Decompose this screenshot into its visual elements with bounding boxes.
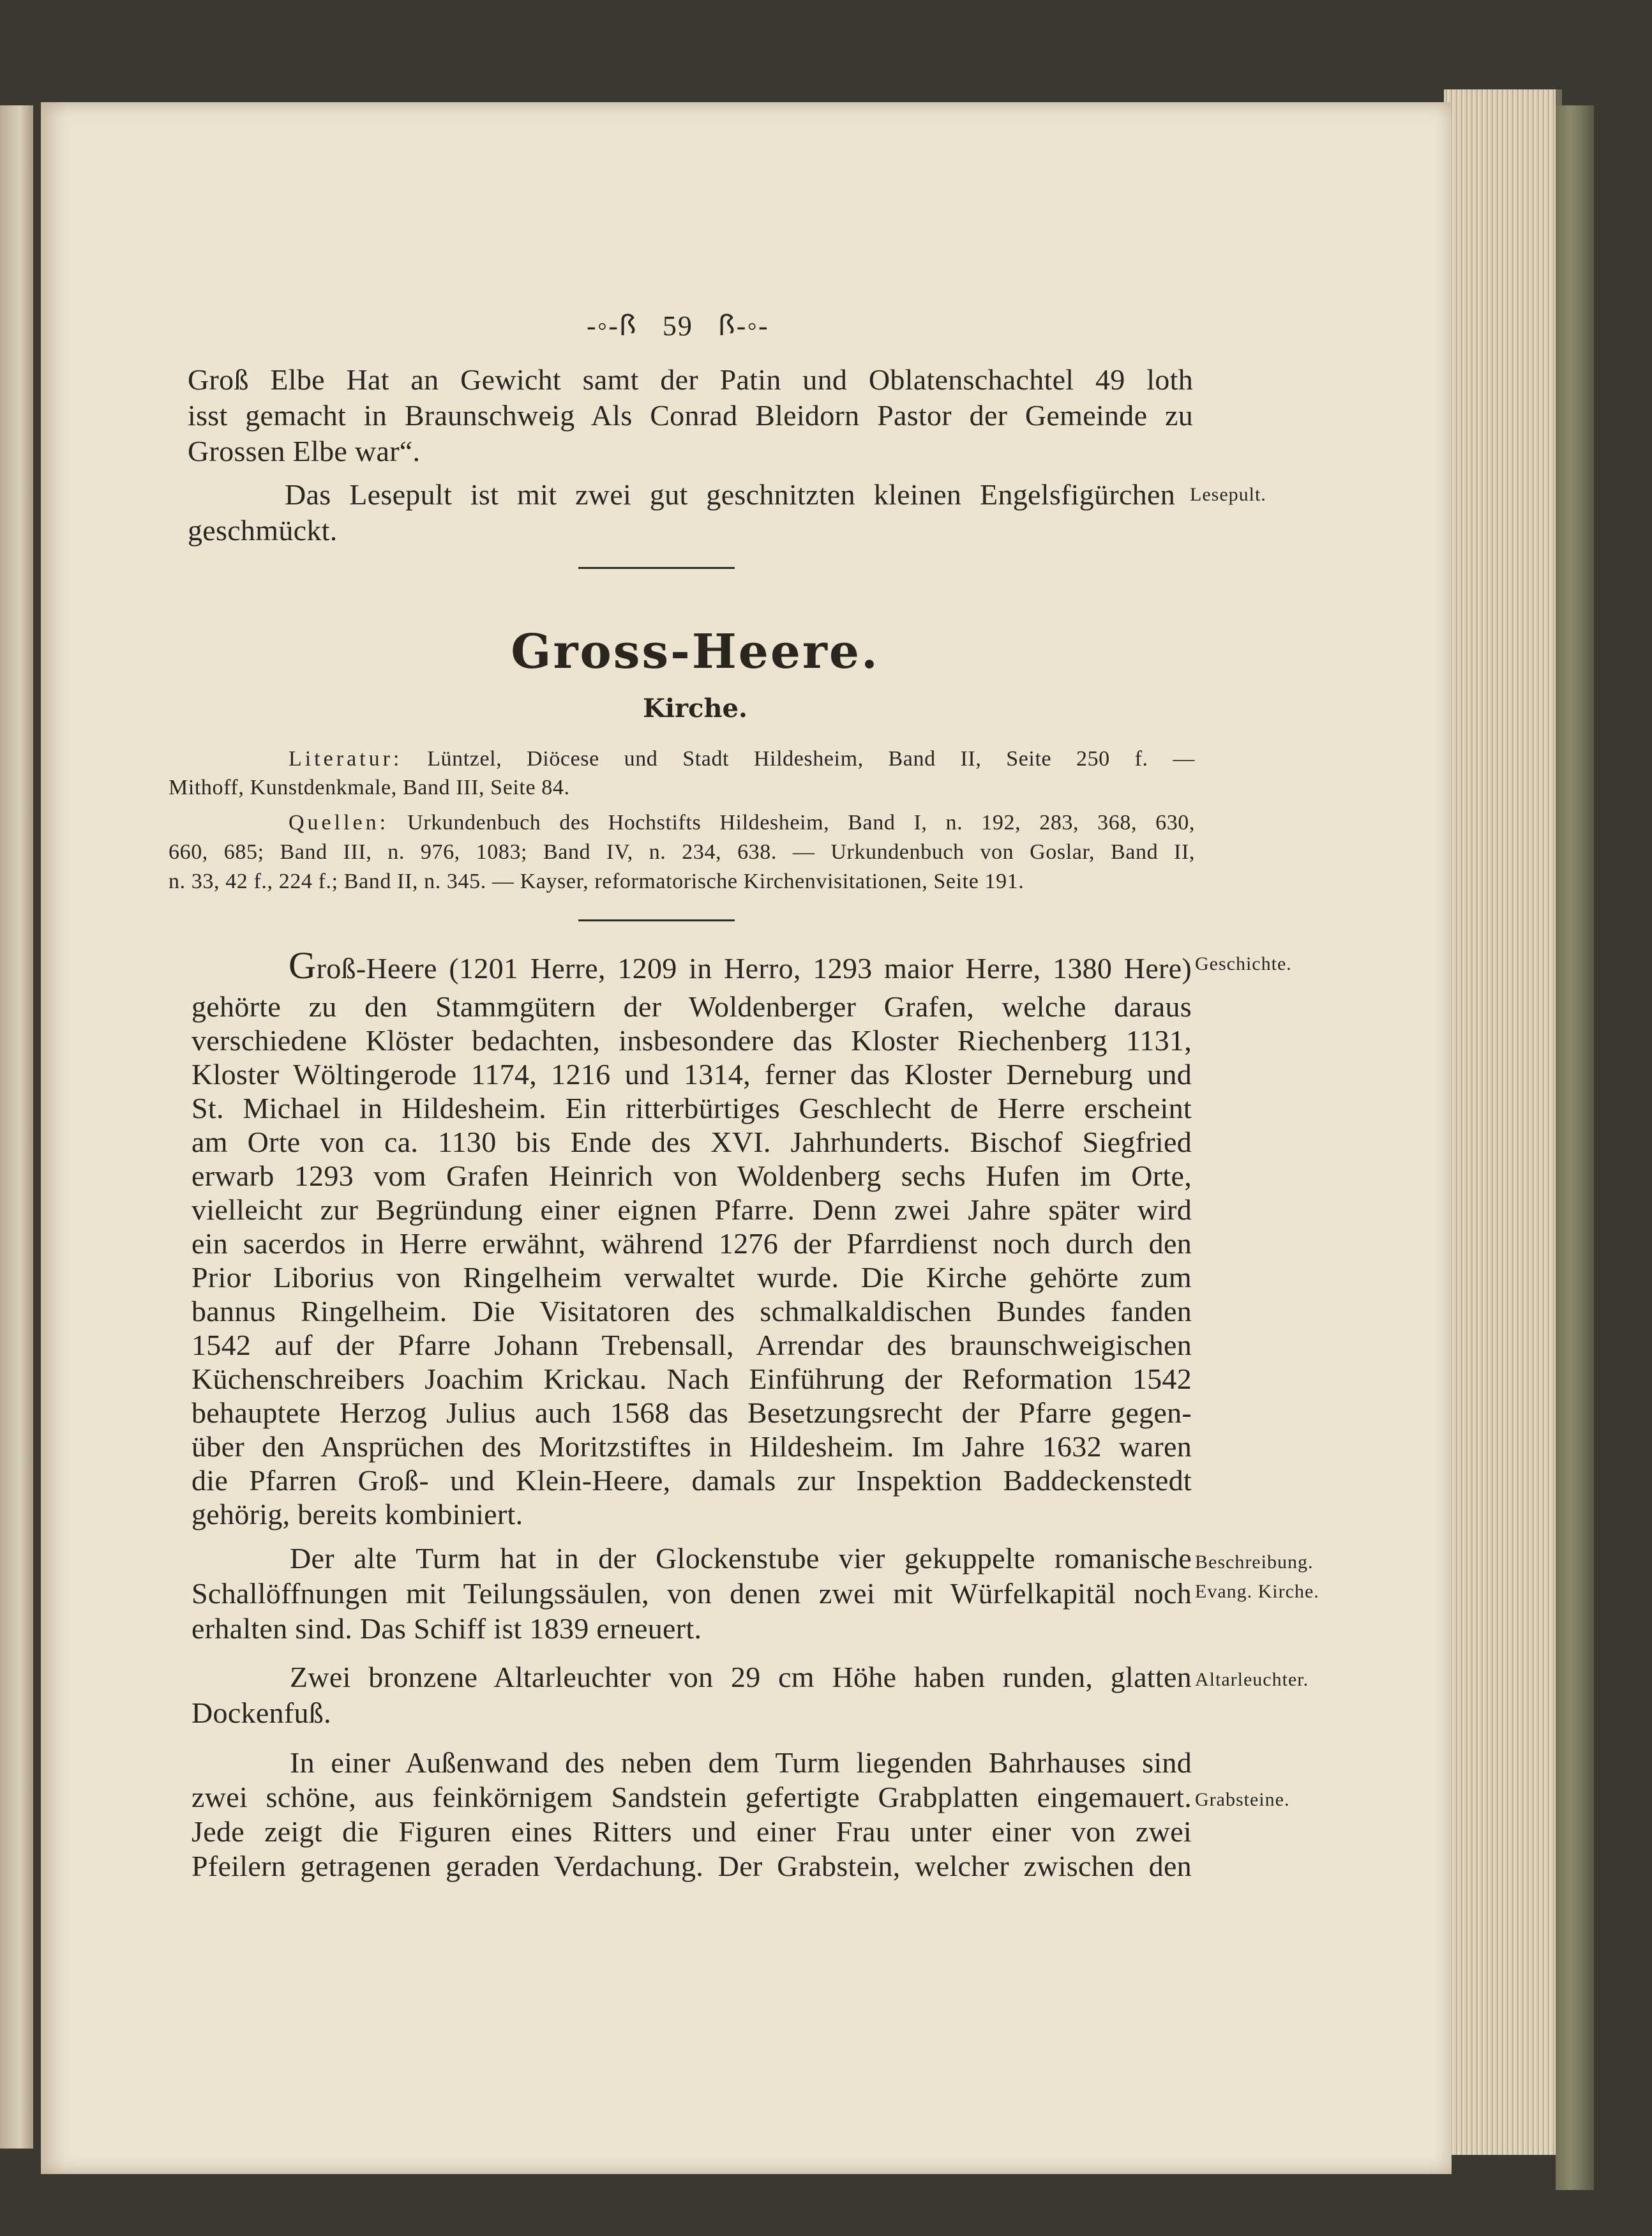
history-line: vielleicht zur Begründung einer eignen Pfarre. Denn zwei Jahre später wird <box>191 1193 1192 1226</box>
divider <box>578 567 735 569</box>
history-line: erwarb 1293 vom Grafen Heinrich von Woldenberg sechs Hufen im Orte, <box>191 1160 1192 1192</box>
literature-label: Literatur: <box>289 747 403 771</box>
history-line: Küchenschreibers Joachim Krickau. Nach Einführung der Reformation 1542 <box>191 1363 1192 1395</box>
history-line: Prior Liborius von Ringelheim verwaltet wurde. Die Kirche gehörte zum <box>191 1261 1192 1294</box>
margin-note-beschreibung: Beschreibung. <box>1195 1552 1314 1573</box>
history-line: am Orte von ca. 1130 bis Ende des XVI. Jahrhunderts. Bischof Siegfried <box>191 1126 1192 1158</box>
history-line: 1542 auf der Pfarre Johann Trebensall, Arrendar des braunschweigischen <box>191 1329 1192 1361</box>
intro-line: Das Lesepult ist mit zwei gut geschnitzten kleinen Engelsfigürchen <box>285 478 1175 511</box>
history-line: die Pfarren Groß- und Klein-Heere, damals zur Inspektion Baddeckenstedt <box>191 1464 1192 1497</box>
sources-text: Urkundenbuch des Hochstifts Hildesheim, Band I, n. 192, 283, 368, 630, <box>407 811 1195 835</box>
gravestones-line: zwei schöne, aus feinkörnigem Sandstein gefertigte Grabplatten eingemauert. <box>191 1781 1192 1813</box>
gravestones-line: Jede zeigt die Figuren eines Ritters und einer Frau unter einer von zwei <box>191 1815 1192 1848</box>
divider <box>578 919 735 921</box>
history-line: über den Ansprüchen des Moritzstiftes in Hildesheim. Im Jahre 1632 waren <box>191 1430 1192 1463</box>
book-cover-edge <box>1556 105 1594 2190</box>
intro-line: Grossen Elbe war“. <box>188 435 421 467</box>
page-number: 59 <box>662 310 693 342</box>
history-line: gehörig, bereits kombiniert. <box>191 1498 523 1530</box>
history-line: roß-Heere (1201 Herre, 1209 in Herro, 1293 maior Herre, 1380 Here) <box>316 952 1192 985</box>
candlesticks-line: Zwei bronzene Altarleuchter von 29 cm Höhe haben runden, glatten <box>290 1661 1192 1693</box>
margin-note-lesepult: Lesepult. <box>1190 484 1266 505</box>
description-line: Schallöffnungen mit Teilungssäulen, von denen zwei mit Würfelkapitäl noch <box>191 1577 1192 1610</box>
literature-line: Mithoff, Kunstdenkmale, Band III, Seite 84. <box>169 776 570 799</box>
intro-line: isst gemacht in Braunschweig Als Conrad Bleidorn Pastor der Gemeinde zu <box>188 399 1193 432</box>
history-line: behauptete Herzog Julius auch 1568 das Besetzungsrecht der Pfarre gegen- <box>191 1396 1192 1429</box>
candlesticks-line: Dockenfuß. <box>191 1696 331 1729</box>
document-page <box>41 102 1452 2174</box>
intro-line: Groß Elbe Hat an Gewicht samt der Patin und Oblatenschachtel 49 loth <box>188 363 1193 396</box>
literature-text: Lüntzel, Diöcese und Stadt Hildesheim, Band II, Seite 250 f. — <box>427 747 1195 771</box>
left-ornament: -◦-ꟗ <box>587 310 638 342</box>
description-line: Der alte Turm hat in der Glockenstube vier gekuppelte romanische <box>290 1542 1192 1575</box>
gravestones-line: In einer Außenwand des neben dem Turm liegenden Bahrhauses sind <box>290 1746 1192 1779</box>
history-line: ein sacerdos in Herre erwähnt, während 1276 der Pfarrdienst noch durch den <box>191 1227 1192 1260</box>
history-line: St. Michael in Hildesheim. Ein ritterbürtiges Geschlecht de Herre erscheint <box>191 1092 1192 1124</box>
description-line: erhalten sind. Das Schiff ist 1839 erneuert. <box>191 1612 702 1645</box>
history-first-line <box>289 946 1192 985</box>
sources-line <box>289 812 1195 834</box>
history-line: Kloster Wöltingerode 1174, 1216 und 1314, ferner das Kloster Derneburg und <box>191 1058 1192 1091</box>
margin-note-evang-kirche: Evang. Kirche. <box>1195 1581 1319 1602</box>
previous-page-edge <box>0 105 33 2149</box>
sources-label: Quellen: <box>289 811 389 835</box>
sources-line: n. 33, 42 f., 224 f.; Band II, n. 345. — Kayser, reformatorische Kirchenvisitationen, Seite 191. <box>169 870 1025 893</box>
literature-line <box>289 748 1195 770</box>
gravestones-line: Pfeilern getragenen geraden Verdachung. Der Grabstein, welcher zwischen den <box>191 1850 1192 1882</box>
book-page-edges <box>1444 89 1562 2155</box>
drop-cap: G <box>289 944 317 986</box>
margin-note-geschichte: Geschichte. <box>1195 953 1292 974</box>
margin-note-altarleuchter: Altarleuchter. <box>1195 1669 1309 1690</box>
intro-line: geschmückt. <box>188 514 338 547</box>
margin-note-grabsteine: Grabsteine. <box>1195 1789 1290 1810</box>
section-title: Gross-Heere. <box>511 624 880 679</box>
history-line: gehörte zu den Stammgütern der Woldenberger Grafen, welche daraus <box>191 990 1192 1023</box>
right-ornament: ꟗ-◦- <box>717 310 769 342</box>
history-line: bannus Ringelheim. Die Visitatoren des schmalkaldischen Bundes fanden <box>191 1295 1192 1327</box>
sources-line: 660, 685; Band III, n. 976, 1083; Band IV, n. 234, 638. — Urkundenbuch von Goslar, Band II, <box>169 840 1195 864</box>
history-line: verschiedene Klöster bedachten, insbesondere das Kloster Riechenberg 1131, <box>191 1024 1192 1057</box>
section-subtitle: Kirche. <box>643 693 747 723</box>
page-header <box>587 305 769 344</box>
